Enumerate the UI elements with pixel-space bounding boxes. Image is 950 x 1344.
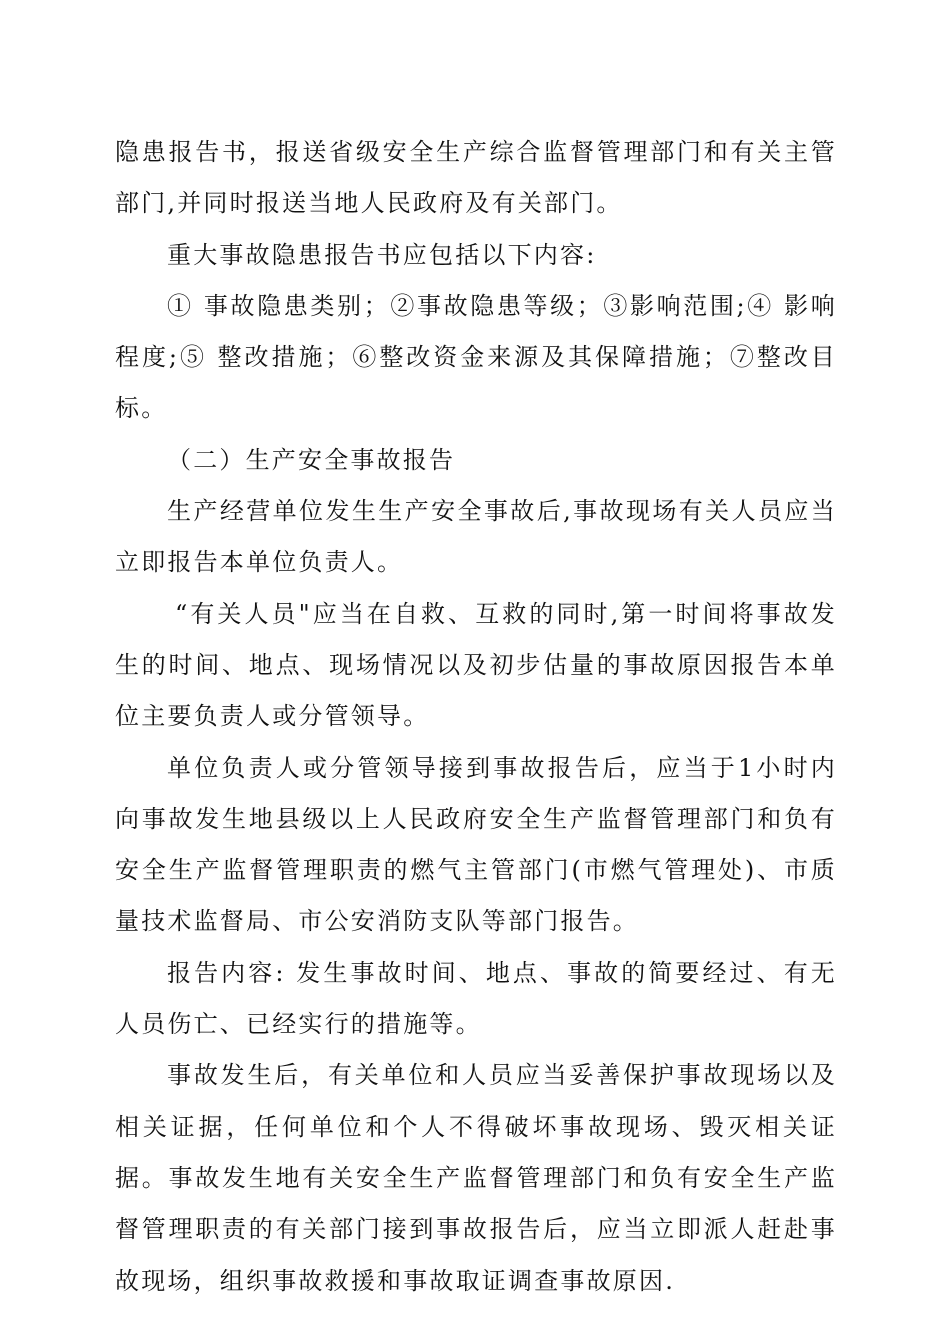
paragraph-leader-report: 单位负责人或分管领导接到事故报告后，应当于1小时内向事故发生地县级以上人民政府安全生产监督管理部门和负有安全生产监督管理职责的燃气主管部门(市燃气管理处)、市质量技术监督局、市公安消防支队等部门报告。 — [115, 753, 837, 936]
paragraph-relevant-personnel: “有关人员"应当在自救、互救的同时,第一时间将事故发生的时间、地点、现场情况以及初步估量的事故原因报告本单位主要负责人或分管领导。 — [115, 599, 837, 731]
section-heading: （二）生产安全事故报告 — [167, 445, 456, 474]
paragraph-accident-report: 生产经营单位发生生产安全事故后,事故现场有关人员应当立即报告本单位负责人。 — [115, 497, 837, 577]
document-page — [115, 127, 837, 1307]
paragraph-scene-protection: 事故发生后，有关单位和人员应当妥善保护事故现场以及相关证据，任何单位和个人不得破坏事故现场、毁灭相关证据。事故发生地有关安全生产监督管理部门和负有安全生产监督管理职责的有关部门接到事故报告后，应当立即派人赶赴事故现场，组织事故救援和事故取证调查事故原因. — [115, 1061, 837, 1295]
paragraph-report-contents-intro: 重大事故隐患报告书应包括以下内容: — [167, 240, 597, 269]
paragraph-report-content: 报告内容: 发生事故时间、地点、事故的简要经过、有无人员伤亡、已经实行的措施等。 — [115, 958, 837, 1039]
paragraph-continuation: 隐患报告书，报送省级安全生产综合监督管理部门和有关主管部门,并同时报送当地人民政府及有关部门。 — [115, 138, 837, 218]
paragraph-report-contents-list: ① 事故隐患类别；②事故隐患等级；③影响范围;④ 影响程度;⑤ 整改措施；⑥整改资金来源及其保障措施；⑦整改目标。 — [115, 291, 837, 423]
